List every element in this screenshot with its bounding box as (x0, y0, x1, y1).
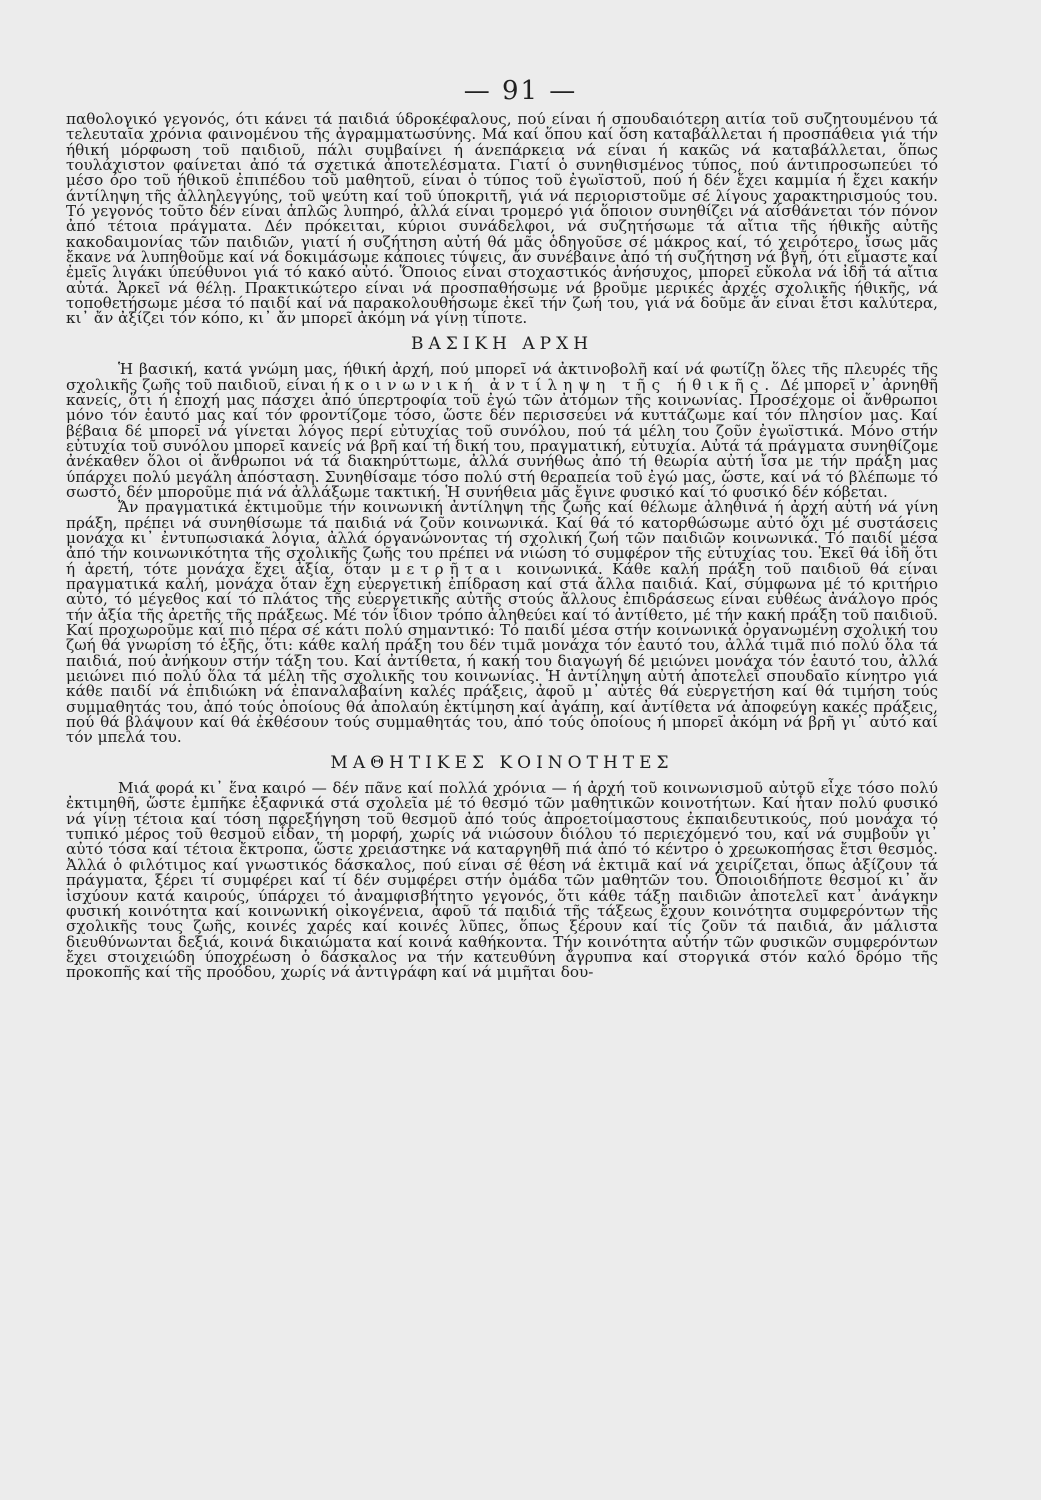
text-run: Ἄν πραγματικά ἐκτιμοῦμε τήν κοινωνική ἀντίληψη τῆς ζωῆς καί θέλωμε ἀληθινά ή ἀρχή αὐτή νά γίνη πράξη, πρέπει νά συνηθίσωμε τά παιδιά νά ζοῦν κοινωνικά. Καί θά τό κατορθώσωμε αὐτό ὄχι μέ συστάσεις μονάχα κι᾽ ἐντυπωσιακά λόγια, ἀλλά όργανώνοντας τή σχολική ζωή τῶν παιδιῶν κοινωνικά. Τό παιδί μέσα ἀπό τήν κοινωνικότητα τῆς σχολικῆς ζωῆς του πρέπει νά νιώση τό συμφέρον τῆς εὐτυχίας του. Ἐκεῖ θά ἰδῆ ὅτι ή ἀρετή, τότε μονάχα ἔχει ἀξία, ὅταν (66, 498, 938, 578)
section-1-paragraph-1 (66, 362, 938, 500)
text-run: Δέ μπορεῖ ν᾽ ἀρνηθῆ κανείς, ὅτι ή ἐποχή μας πάσχει ἀπό ύπερτροφία τοῦ ἐγώ τῶν ἀτόμων τῆς κοινωνίας. Προσέχομε οἱ ἄνθρωποι μόνο τόν ἑαυτό μας καί τόν φροντίζομε τόσο, ὥστε δέν περισσεύει νά κυττάζωμε καί τόν πλησίον μας. Καί βέβαια δέ μπορεῖ νά γίνεται λόγος περί εὐτυχίας τοῦ συνόλου, πού τά μέλη του ζοῦν ἐγωϊστικά. Μόνο στήν εὐτυχία τοῦ συνόλου μπορεῖ κανείς νά βρῆ καί τή δική του, πραγματική, εὐτυχία. Αὐτά τά πράγματα συνηθίζομε ἀνέκαθεν ὅλοι οἱ ἄνθρωποι νά τά διακηρύττωμε, ἀλλά συνήθως ἀπό τή θεωρία αὐτή ἴσα με τήν πράξη μας ύπάρχει πολύ μεγάλη ἀπόσταση. Συνηθίσαμε τόσο πολύ στή θεραπεία τοῦ ἐγώ μας, ὥστε, καί νά τό βλέπωμε τό σωστό, δέν μποροῦμε πιά νά ἀλλάξωμε τακτική. Ἡ συνήθεια μᾶς ἔγινε φυσικό καί τό φυσικό δέν κόβεται. (66, 375, 938, 501)
section-2-paragraph-1: Μιά φορά κι᾽ ἕνα καιρό — δέν πᾶνε καί πολλά χρόνια — ή ἀρχή τοῦ κοινωνισμοῦ αὐτοῦ εἶχε τόσο πολύ ἐκτιμηθῆ, ὥστε ἐμπῆκε ἐξαφνικά στά σχολεῖα μέ τό θεσμό τῶν μαθητικῶν κοινοτήτων. Καί ἦταν πολύ φυσικό νά γίνῃ τέτοια καί τόση παρεξήγηση τοῦ θεσμοῦ ἀπό τούς ἀπροετοίμαστους ἐκπαιδευτικούς, πού μονάχα τό τυπικό μέρος τοῦ θεσμοῦ εἶδαν, τή μορφή, χωρίς νά νιώσουν διόλου τό περιεχόμενό του, καί νά συμβοῦν γι᾽ αὐτό τόσα καί τέτοια ἔκτροπα, ὥστε χρειάστηκε νά καταργηθῆ πιά ἀπό τό κέντρο ὁ χρεωκοπήσας ἔτσι θεσμός. Ἀλλά ὁ φιλότιμος καί γνωστικός δάσκαλος, πού είναι σέ θέση νά ἐκτιμᾶ καί νά χειρίζεται, ὅπως ἀξίζουν τά πράγματα, ξέρει τί συμφέρει καί τί δέν συμφέρει στήν ὁμάδα τῶν μαθητῶν του. Ὁποιοιδήποτε θεσμοί κι᾽ ἄν ἰσχύουν κατά καιρούς, ύπάρχει τό ἀναμφισβήτητο γεγονός, ὅτι κάθε τάξη παιδιῶν ἀποτελεῖ κατ᾽ ἀνάγκην φυσική κοινότητα καί κοινωνική οἰκογένεια, ἀφοῦ τά παιδιά τῆς τάξεως ἔχουν κοινότητα συμφερόντων τῆς σχολικῆς τους ζωῆς, κοινές χαρές καί κοινές λῦπες, ὅπως ξέρουν καί τίς ζοῦν τά παιδιά, ἄν μάλιστα διευθύνωνται δεξιά, κοινά δικαιώματα καί κοινά καθήκοντα. Τήν κοινότητα αὐτήν τῶν φυσικῶν συμφερόντων ἔχει στοιχειώδη ύποχρέωση ὁ δάσκαλος να τήν κατευθύνη ἄγρυπνα καί στοργικά στόν καλό δρόμο τῆς προκοπῆς καί τῆς προόδου, χωρίς νά ἀντιγράφη καί νά μιμῆται δου- (66, 779, 938, 982)
body-text (66, 112, 938, 981)
section-heading-student-communities: ΜΑΘΗΤΙΚΕΣ ΚΟΙΝΟΤΗΤΕΣ (330, 752, 674, 773)
section-heading-basic-principle: ΒΑΣΙΚΗ ΑΡΧΗ (410, 333, 594, 354)
spaced-emphasis: κοινωνική ἀντίληψη τῆς ήθικῆς. (344, 375, 776, 394)
spaced-emphasis: μετρῆται (390, 559, 508, 578)
section-1-paragraph-2 (66, 500, 938, 746)
text-run: κοινωνικά. Κάθε καλή πράξη τοῦ παιδιοῦ θά είναι πραγματικά καλή, μονάχα ὅταν ἔχη εὐεργετική ἐπίδραση καί στά ἄλλα παιδιά. Καί, σύμφωνα μέ τό κριτήριο αὐτό, τό μέγεθος καί τό πλάτος τῆς εὐεργετικῆς αὐτῆς στούς ἄλλους ἐπιδράσεως είναι εὐθέως ἀνάλογο πρός τήν ἀξία τῆς ἀρετῆς τῆς πράξεως. Μέ τόν ἴδιον τρόπο ἀληθεύει καί τό ἀντίθετο, μέ τήν κακή πράξη τοῦ παιδιοῦ. Καί προχωροῦμε καί πιό πέρα σέ κάτι πολύ σημαντικό: Τό παιδί μέσα στήν κοινωνικά ὀργανωμένη σχολική του ζωή θά γνωρίση τό ἑξῆς, ὅτι: κάθε καλή πράξη του δέν τιμᾶ μονάχα τόν ἑαυτό του, ἀλλά τιμᾶ πιό πολύ ὅλα τά παιδιά, πού ἀνήκουν στήν τάξη του. Καί ἀντίθετα, ή κακή του διαγωγή δέ μειώνει μονάχα τόν ἑαυτό του, ἀλλά μειώνει πιό πολύ ὅλα τά μέλη τῆς σχολικῆς του κοινωνίας. Ἡ ἀντίληψη αὐτή ἀποτελεῖ σπουδαῖο κίνητρο γιά κάθε παιδί νά ἐπιδιώκη νά ἐπαναλαβαίνη καλές πράξεις, ἀφοῦ μ᾽ αὐτές θά εὐεργετήση καί θά τιμήση τούς συμμαθητάς του, ἀπό τούς ὁποίους θά ἀπολαύη ἐκτίμηση καί ἀγάπη, καί ἀντίθετα νά ἀποφεύγη κακές πράξεις, πού θά βλάψουν καί θά ἐκθέσουν τούς συμμαθητάς του, ἀπό τούς ὁποίους ή μπορεῖ ἀκόμη νά βρῆ γι᾽ αὐτό καί τόν μπελά του. (66, 559, 939, 747)
intro-paragraph: παθολογικό γεγονός, ότι κάνει τά παιδιά ύδροκέφαλους, πού είναι ή σπουδαιότερη αιτία τοῦ συζητουμένου τά τελευταῖα χρόνια φαινομένου τῆς ἀγραμματωσύνης. Μά καί ὅπου καί ὅση καταβάλλεται ή προσπάθεια γιά τήν ήθική μόρφωση τοῦ παιδιοῦ, πάλι συμβαίνει ή άνεπάρκεια νά είναι ή κακῶς νά καταβάλλεται, ὅπως τουλάχιστον φαίνεται ἀπό τά σχετικά ἀποτελέσματα. Γιατί ὁ συνηθισμένος τύπος, πού άντιπροσωπεύει τό μέσο όρο τοῦ ήθικοῦ ἐπιπέδου τοῦ μαθητοῦ, είναι ὁ τύπος τοῦ ἐγωϊστοῦ, πού ή δέν ἔχει καμμία ή ἔχει κακήν άντίληψη τῆς ἀλληλεγγύης, τοῦ ψεύτη καί τοῦ ύποκριτῆ, γιά νά περιοριστοῦμε σέ λίγους χαρακτηρισμούς του. Τό γεγονός τοῦτο δέν είναι ἁπλῶς λυπηρό, ἀλλά είναι τρομερό γιά ὅποιον συνηθίζει νά αίσθάνεται τόν πόνον ἀπό τέτοια πράγματα. Δέν πρόκειται, κύριοι συνάδελφοι, νά συζητήσωμε τά αἴτια τῆς ήθικῆς αὐτῆς κακοδαιμονίας τῶν παιδιῶν, γιατί ή συζήτηση αὐτή θά μᾶς ὁδηγοῦσε σέ μάκρος καί, τό χειρότερο, ἴσως μᾶς ἔκανε νά λυπηθοῦμε καί νά δοκιμάσωμε κάποιες τύψεις, ἄν συνέβαινε ἀπό τή συζήτηση νά βγῆ, ότι εἴμαστε καί ἐμεῖς λιγάκι ύπεύθυνοι γιά τό κακό αὐτό. Ὅποιος είναι στοχαστικός ἀνήσυχος, μπορεῖ εὔκολα νά ἰδῆ τά αἴτια αὐτά. Ἀρκεῖ νά θέλῃ. Πρακτικώτερο είναι νά προσπαθήσωμε νά βροῦμε μερικές ἀρχές σχολικῆς ήθικῆς, νά τοποθετήσωμε μέσα τό παιδί καί νά παρακολουθήσωμε ἐκεῖ τήν ζωή του, γιά νά δοῦμε ἄν είναι ἔτσι καλύτερα, κι᾽ ἄν ἀξίζει τόν κόπο, κι᾽ ἄν μπορεῖ ἀκόμη νά γίνῃ τίποτε. (66, 110, 938, 328)
page-number: — 91 — (463, 76, 578, 106)
text-run: Ἡ βασική, κατά γνώμη μας, ήθική ἀρχή, πού μπορεῖ νά ἀκτινοβολῆ καί νά φωτίζῃ ὅλες τῆς πλευρές τῆς σχολικῆς ζωῆς τοῦ παιδιοῦ, είναι ή (66, 360, 938, 394)
